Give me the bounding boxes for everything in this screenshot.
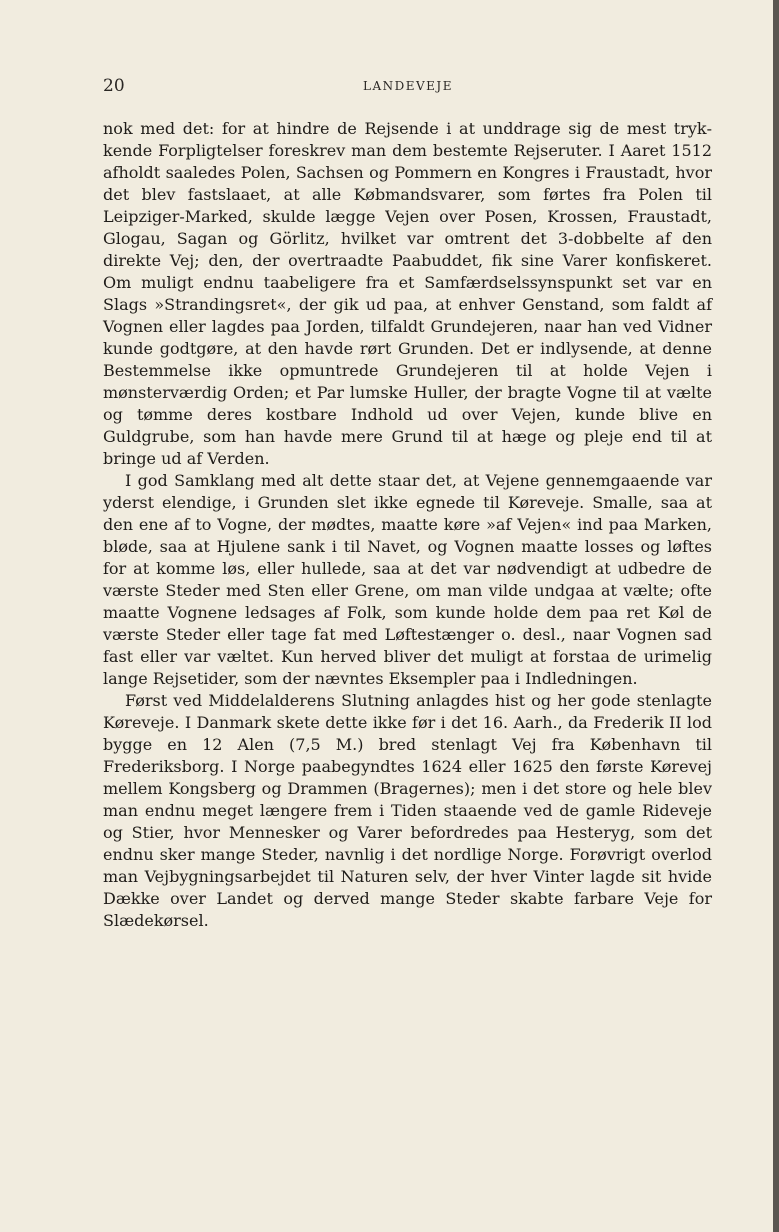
page-number: 20: [103, 76, 125, 96]
body-text: [103, 118, 712, 932]
page-header: [103, 76, 713, 100]
paragraph: nok med det: for at hindre de Rejsende i at unddrage sig de mest trykkende Forpligtelser foreskrev man dem bestemte Rejseruter. I Aaret 1512 afholdt saaledes Polen, Sachsen og Pommern en Kongres i Fraustadt, hvor det blev fastslaaet, at alle Købmandsvarer, som førtes fra Polen til Leipziger-Marked, skulde lægge Vejen over Posen, Krossen, Fraustadt, Glogau, Sagan og Görlitz, hvilket var omtrent det 3-dobbelte af den direkte Vej; den, der overtraadte Paabuddet, fik sine Varer konfiskeret. Om muligt endnu taabeligere fra et Samfærdselssynspunkt set var en Slags »Strandingsret«, der gik ud paa, at enhver Genstand, som faldt af Vognen eller lagdes paa Jorden, tilfaldt Grundejeren, naar han ved Vidner kunde godtgøre, at den havde rørt Grunden. Det er indlysende, at denne Bestemmelse ikke opmuntrede Grundejeren til at holde Vejen i mønsterværdig Orden; et Par lumske Huller, der bragte Vogne til at vælte og tømme deres kostbare Indhold ud over Vejen, kunde blive en Guldgrube, som han havde mere Grund til at hæge og pleje end til at bringe ud af Verden.: [103, 119, 712, 468]
running-title: LANDEVEJE: [362, 79, 453, 93]
paragraph: I god Samklang med alt dette staar det, at Vejene gennemgaaende var yderst elendige, i Grunden slet ikke egnede til Køreveje. Smalle, saa at den ene af to Vogne, der mødtes, maatte køre »af Vejen« ind paa Marken, bløde, saa at Hjulene sank i til Navet, og Vognen maatte losses og løftes for at komme løs, eller hullede, saa at det var nødvendigt at udbedre de værste Steder med Sten eller Grene, om man vilde undgaa at vælte; ofte maatte Vognene ledsages af Folk, som kunde holde dem paa ret Køl de værste Steder eller tage fat med Løftestænger o. desl., naar Vognen sad fast eller var væltet. Kun herved bliver det muligt at forstaa de urimelig lange Rejsetider, som der nævntes Eksempler paa i Indledningen.: [103, 471, 712, 688]
paragraph: Først ved Middelalderens Slutning anlagdes hist og her gode stenlagte Køreveje. I Danmark skete dette ikke før i det 16. Aarh., da Frederik II lod bygge en 12 Alen (7,5 M.) bred stenlagt Vej fra København til Frederiksborg. I Norge paabegyndtes 1624 eller 1625 den første Kørevej mellem Kongsberg og Drammen (Bragernes); men i det store og hele blev man endnu meget længere frem i Tiden staaende ved de gamle Rideveje og Stier, hvor Mennesker og Varer befordredes paa Hesteryg, som det endnu sker mange Steder, navnlig i det nordlige Norge. Forøvrigt overlod man Vejbygningsarbejdet til Naturen selv, der hver Vinter lagde sit hvide Dække over Landet og derved mange Steder skabte farbare Veje for Slædekørsel.: [103, 691, 712, 930]
